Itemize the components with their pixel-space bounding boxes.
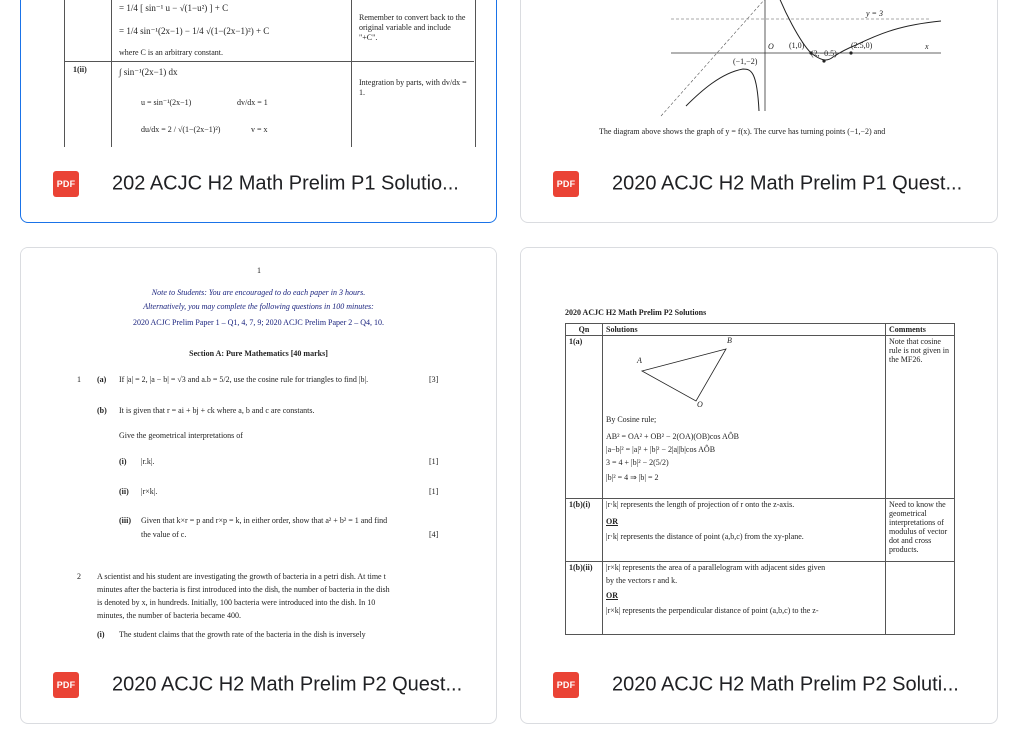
row-qn: 1(b)(i) bbox=[566, 499, 603, 562]
q-part: (a) bbox=[97, 375, 107, 384]
section-title: Section A: Pure Mathematics [40 marks] bbox=[189, 349, 328, 358]
file-footer bbox=[521, 146, 997, 222]
file-footer bbox=[21, 146, 496, 222]
file-card-p1-solutions[interactable] bbox=[20, 0, 497, 223]
question-text: If |a| = 2, |a − b| = √3 and a.b = 5/2, use the cosine rule for triangles to find |b|. bbox=[119, 375, 369, 384]
file-name[interactable]: 202 ACJC H2 Math Prelim P1 Solutio... bbox=[112, 172, 459, 195]
graph-origin-label: O bbox=[768, 42, 774, 51]
preview-line: = 1/4 sin⁻¹(2x−1) − 1/4 √(1−(2x−1)²) + C bbox=[119, 26, 270, 36]
solutions-table bbox=[565, 323, 955, 635]
solution-line: |b|² = 4 ⇒ |b| = 2 bbox=[606, 473, 659, 482]
preview-comment: Remember to convert back to the original variable and include "+C". bbox=[359, 13, 466, 42]
question-text: minutes, the number of bacteria became 400. bbox=[97, 611, 241, 620]
graph-x-label: x bbox=[925, 42, 929, 51]
row-qn: 1(b)(ii) bbox=[566, 562, 603, 635]
file-name[interactable]: 2020 ACJC H2 Math Prelim P2 Soluti... bbox=[612, 673, 959, 696]
question-text: |r.k|. bbox=[141, 457, 155, 466]
marks: [3] bbox=[429, 375, 439, 384]
question-text: It is given that r = ai + bj + ck where a, b and c are constants. bbox=[119, 406, 315, 415]
preview-line: = 1/4 [ sin⁻¹ u − √(1−u²) ] + C bbox=[119, 3, 229, 13]
file-name[interactable]: 2020 ACJC H2 Math Prelim P1 Quest... bbox=[612, 172, 963, 195]
question-text: Give the geometrical interpretations of bbox=[119, 431, 243, 440]
q-part: (ii) bbox=[119, 487, 129, 496]
file-preview bbox=[521, 0, 997, 147]
table-row bbox=[566, 562, 955, 635]
q-part: (i) bbox=[97, 630, 105, 639]
solution-line: by the vectors r and k. bbox=[606, 576, 678, 585]
triangle-label: B bbox=[727, 336, 732, 345]
question-text: |r×k|. bbox=[141, 487, 158, 496]
graph-point-label: (−1,−2) bbox=[733, 57, 758, 66]
marks: [1] bbox=[429, 487, 439, 496]
row-qn: 1(a) bbox=[566, 336, 603, 499]
q-num: 2 bbox=[77, 572, 81, 581]
preview-line: ∫ sin⁻¹(2x−1) dx bbox=[119, 67, 178, 77]
question-text: A scientist and his student are investigating the growth of bacteria in a petri dish. At time t bbox=[97, 572, 386, 581]
file-preview bbox=[21, 248, 496, 647]
preview-line: dv/dx = 1 bbox=[237, 98, 268, 107]
triangle-label: O bbox=[697, 400, 703, 409]
solution-line: |r×k| represents the area of a parallelogram with adjacent sides given bbox=[606, 563, 826, 572]
question-text: The student claims that the growth rate of the bacteria in the dish is inversely bbox=[119, 630, 366, 639]
preview-line: u = sin⁻¹(2x−1) bbox=[141, 98, 192, 107]
pdf-icon: PDF bbox=[53, 672, 79, 698]
solution-line: |r·k| represents the distance of point (a,b,c) from the xy-plane. bbox=[606, 532, 804, 541]
question-text: is denoted by x, in hundreds. Initially, 100 bacteria were introduced into the dish. In 10 bbox=[97, 598, 376, 607]
note-line: Note to Students: You are encouraged to do each paper in 3 hours. bbox=[151, 288, 366, 297]
note-line: 2020 ACJC Prelim Paper 1 – Q1, 4, 7, 9; 2020 ACJC Prelim Paper 2 – Q4, 10. bbox=[132, 318, 385, 327]
file-card-p2-solutions[interactable] bbox=[520, 247, 998, 724]
col-header: Qn bbox=[566, 324, 603, 336]
q-part: (iii) bbox=[119, 516, 131, 525]
doc-title: 2020 ACJC H2 Math Prelim P2 Solutions bbox=[565, 308, 707, 317]
file-card-p1-questions[interactable] bbox=[520, 0, 998, 223]
solution-line: AB² = OA² + OB² − 2(OA)(OB)cos AÔB bbox=[606, 432, 739, 441]
question-text: minutes after the bacteria is first introduced into the dish, the number of bacteria in the dish bbox=[97, 585, 390, 594]
row-comment: Need to know the geometrical interpretations of modulus of vector dot and cross products. bbox=[886, 499, 955, 562]
q-part: (i) bbox=[119, 457, 127, 466]
solution-or: OR bbox=[606, 591, 618, 600]
q-part: (b) bbox=[97, 406, 107, 415]
col-header: Solutions bbox=[603, 324, 886, 336]
preview-line: where C is an arbitrary constant. bbox=[119, 48, 223, 57]
triangle-diagram bbox=[626, 341, 746, 411]
preview-line: v = x bbox=[251, 125, 268, 134]
file-name[interactable]: 2020 ACJC H2 Math Prelim P2 Quest... bbox=[112, 673, 463, 696]
marks: [4] bbox=[429, 530, 439, 539]
graph-point-label: (1,0) bbox=[789, 41, 805, 50]
preview-caption: The diagram above shows the graph of y = f(x). The curve has turning points (−1,−2) and bbox=[599, 127, 886, 136]
note-line: Alternatively, you may complete the following questions in 100 minutes: bbox=[143, 302, 374, 311]
graph-preview bbox=[521, 0, 997, 147]
preview-qn: 1(ii) bbox=[73, 65, 87, 74]
solution-line: |a−b|² = |a|² + |b|² − 2|a||b|cos AÔB bbox=[606, 445, 716, 454]
question-text: Given that k×r = p and r×p = k, in either order, show that a² + b² = 1 and find bbox=[141, 516, 388, 525]
solution-line: By Cosine rule; bbox=[606, 415, 657, 424]
graph-point-label: (2.5,0) bbox=[851, 41, 873, 50]
pdf-icon: PDF bbox=[553, 672, 579, 698]
preview-comment: Integration by parts, with dv/dx = 1. bbox=[359, 78, 467, 97]
pdf-icon: PDF bbox=[53, 171, 79, 197]
file-footer bbox=[21, 647, 496, 723]
file-footer bbox=[521, 647, 997, 723]
graph-point-label: (2,−0.5) bbox=[811, 49, 837, 58]
marks: [1] bbox=[429, 457, 439, 466]
question-text: the value of c. bbox=[141, 530, 187, 539]
file-preview bbox=[521, 248, 997, 647]
graph-asymptote-label: y = 3 bbox=[866, 9, 883, 18]
col-header: Comments bbox=[886, 324, 955, 336]
preview-line: du/dx = 2 / √(1−(2x−1)²) bbox=[141, 125, 221, 134]
solution-or: OR bbox=[606, 517, 618, 526]
solution-line: 3 = 4 + |b|² − 2(5/2) bbox=[606, 458, 669, 467]
page-number: 1 bbox=[257, 266, 261, 275]
pdf-icon: PDF bbox=[553, 171, 579, 197]
file-card-p2-questions[interactable] bbox=[20, 247, 497, 724]
file-preview bbox=[21, 0, 496, 147]
q-num: 1 bbox=[77, 375, 81, 384]
triangle-label: A bbox=[637, 356, 642, 365]
solution-line: |r·k| represents the length of projection of r onto the z-axis. bbox=[606, 500, 795, 509]
solution-line: |r×k| represents the perpendicular distance of point (a,b,c) to the z- bbox=[606, 606, 819, 615]
row-comment: Note that cosine rule is not given in the MF26. bbox=[886, 336, 955, 499]
table-row bbox=[566, 499, 955, 562]
table-row bbox=[566, 336, 955, 499]
